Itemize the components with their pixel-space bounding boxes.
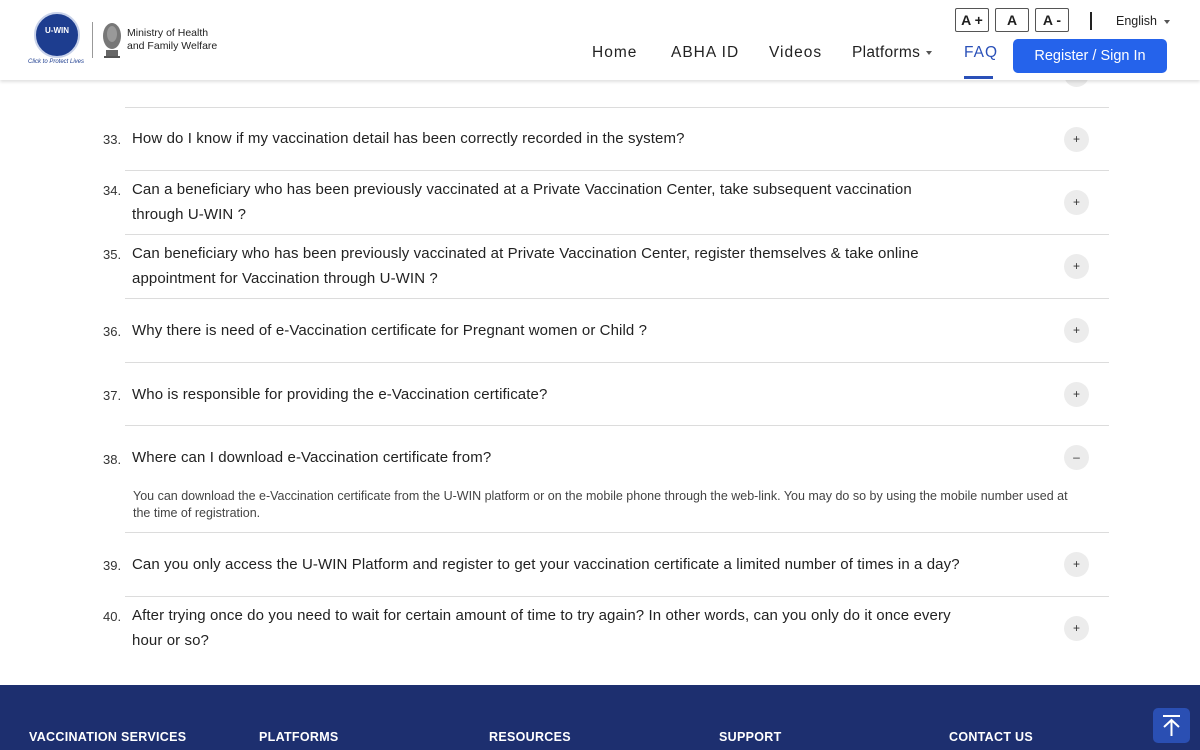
footer-heading-contact-us: CONTACT US xyxy=(949,730,1034,744)
nav-videos[interactable]: Videos xyxy=(769,44,823,61)
faq-question[interactable]: After trying once do you need to wait for certain amount of time to try again? In other words, can you only do it once every hour or so? xyxy=(132,607,951,649)
faq-question[interactable]: Who is responsible for providing the e-Vaccination certificate? xyxy=(132,386,548,403)
faq-number: 38. xyxy=(103,452,122,467)
faq-question[interactable]: How do I know if my vaccination detail has been correctly recorded in the system? xyxy=(132,130,685,147)
logo-tagline: Click to Protect Lives xyxy=(28,59,85,65)
faq-question[interactable]: Why there is need of e-Vaccination certificate for Pregnant women or Child ? xyxy=(132,322,648,339)
plus-icon[interactable]: + xyxy=(1064,552,1089,577)
header-separator xyxy=(1090,12,1092,30)
plus-icon[interactable]: + xyxy=(1064,318,1089,343)
ministry-name xyxy=(127,27,217,53)
faq-question[interactable]: Can you only access the U-WIN Platform and register to get your vaccination certificate a limited number of times in a day? xyxy=(132,556,960,573)
plus-icon[interactable]: + xyxy=(1064,190,1089,215)
faq-question[interactable]: Can a beneficiary who has been previously vaccinated at a Private Vaccination Center, take subsequent vaccination through U-WIN ? xyxy=(132,181,912,223)
faq-item-38[interactable] xyxy=(103,426,1109,533)
footer-heading-vaccination-services: VACCINATION SERVICES xyxy=(29,730,187,744)
faq-number: 36. xyxy=(103,324,122,339)
plus-icon[interactable]: + xyxy=(1064,254,1089,279)
faq-number: 37. xyxy=(103,388,122,403)
scroll-to-top-button[interactable] xyxy=(1153,708,1190,743)
caret-down-icon xyxy=(1164,20,1170,24)
site-header xyxy=(0,0,1200,80)
nav-home[interactable]: Home xyxy=(592,44,638,61)
faq-number: 33. xyxy=(103,132,122,147)
footer-heading-resources: RESOURCES xyxy=(489,730,571,744)
faq-question[interactable]: Can beneficiary who has been previously vaccinated at Private Vaccination Center, register themselves & take online appointment for Vaccination through U-WIN ? xyxy=(132,245,919,287)
minus-icon[interactable]: – xyxy=(1064,445,1089,470)
faq-item-35[interactable] xyxy=(103,235,1109,299)
nav-faq[interactable]: FAQ xyxy=(964,44,999,61)
ministry-line-1: Ministry of Health xyxy=(127,27,209,39)
arrow-up-icon xyxy=(1153,708,1190,743)
nav-abha-id[interactable]: ABHA ID xyxy=(671,44,740,61)
font-increase-button[interactable]: A + xyxy=(955,8,989,32)
language-label: English xyxy=(1116,14,1157,28)
nav-platforms[interactable] xyxy=(852,44,932,62)
faq-answer: You can download the e-Vaccination certificate from the U-WIN platform or on the mobile phone through the web-link. You may do so by using the mobile number used at the time of registration. xyxy=(133,489,1068,520)
faq-number: 40. xyxy=(103,609,122,624)
national-emblem-icon xyxy=(100,20,124,60)
logo-divider xyxy=(92,22,93,58)
footer-heading-support: SUPPORT xyxy=(719,730,782,744)
faq-item-34[interactable] xyxy=(103,171,1109,235)
ministry-line-2: and Family Welfare xyxy=(127,40,218,52)
faq-item-33[interactable] xyxy=(103,108,1109,171)
plus-icon[interactable]: + xyxy=(1064,127,1089,152)
font-decrease-button[interactable]: A - xyxy=(1035,8,1069,32)
faq-item-37[interactable] xyxy=(103,363,1109,426)
logo-text: U-WIN xyxy=(45,26,69,35)
language-selector[interactable] xyxy=(1116,14,1170,28)
logo-badge xyxy=(34,12,80,58)
footer-heading-platforms: PLATFORMS xyxy=(259,730,339,744)
faq-question[interactable]: Where can I download e-Vaccination certificate from? xyxy=(132,449,492,466)
register-signin-button[interactable]: Register / Sign In xyxy=(1013,39,1167,73)
uwin-logo[interactable] xyxy=(28,12,86,68)
plus-icon[interactable]: + xyxy=(1064,382,1089,407)
plus-icon[interactable]: + xyxy=(1064,616,1089,641)
font-normal-button[interactable]: A xyxy=(995,8,1029,32)
faq-number: 35. xyxy=(103,247,122,262)
faq-item-36[interactable] xyxy=(103,299,1109,363)
faq-item-40[interactable] xyxy=(103,597,1109,661)
faq-number: 34. xyxy=(103,183,122,198)
nav-active-indicator xyxy=(964,76,993,79)
site-footer xyxy=(0,685,1200,750)
faq-item-39[interactable] xyxy=(103,533,1109,597)
nav-platforms-label: Platforms xyxy=(852,44,921,61)
faq-number: 39. xyxy=(103,558,122,573)
caret-down-icon xyxy=(926,51,932,55)
